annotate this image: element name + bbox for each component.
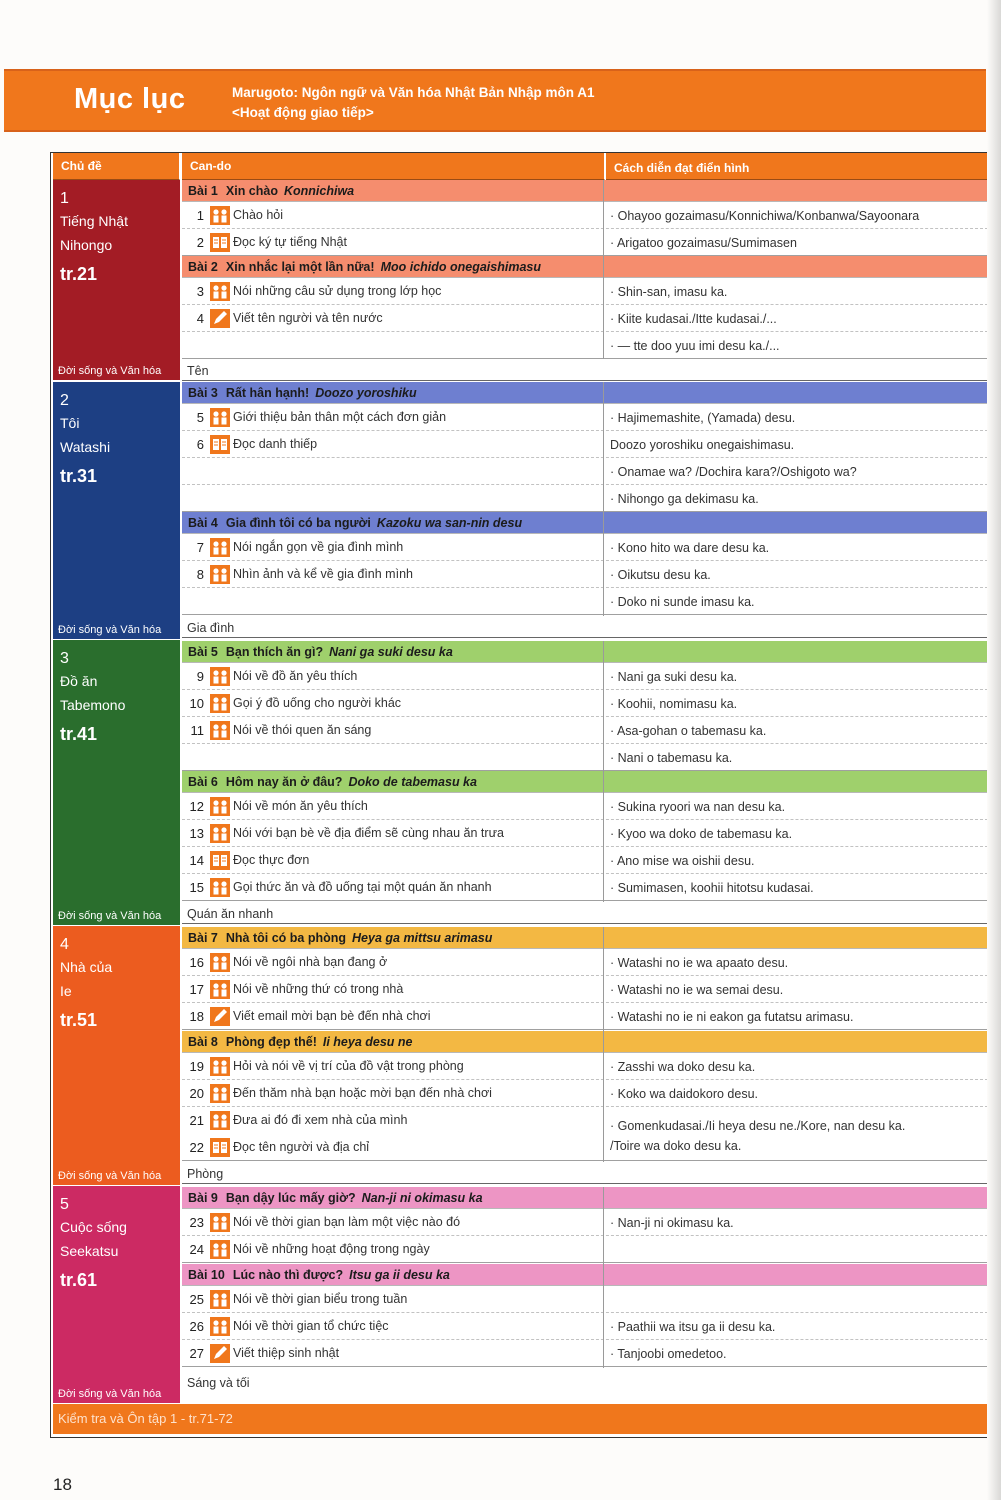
page-title: Mục lục	[74, 83, 186, 115]
cando-text: Viết tên người và tên nước	[233, 311, 383, 325]
book-icon	[210, 233, 230, 252]
conversation-icon	[210, 538, 230, 557]
lesson-title-jp: Ii heya desu ne	[322, 1035, 413, 1049]
culture-topic: Sáng và tối	[187, 1376, 250, 1390]
lesson-number: Bài 9	[188, 1191, 218, 1205]
chapter-title-vi: Tôi	[60, 415, 80, 431]
cando-text: Đến thăm nhà bạn hoặc mời bạn đến nhà chơi	[233, 1086, 492, 1100]
column-divider	[603, 641, 604, 902]
table-row	[182, 820, 988, 847]
conversation-icon	[210, 1213, 230, 1232]
expression-text: · Nani o tabemasu ka.	[610, 751, 733, 765]
cando-text: Nói về thói quen ăn sáng	[233, 723, 372, 737]
lesson-title-jp: Itsu ga ii desu ka	[349, 1268, 450, 1282]
table-row	[182, 1313, 988, 1340]
lesson-1-header[interactable]	[182, 180, 988, 202]
conversation-icon	[210, 797, 230, 816]
cando-number: 4	[196, 311, 204, 326]
book-icon	[210, 435, 230, 454]
table-row	[182, 1236, 988, 1263]
cando-number: 1	[196, 208, 204, 223]
lesson-title-jp: Konnichiwa	[283, 184, 355, 198]
cando-number: 27	[189, 1346, 204, 1361]
conversation-icon	[210, 1290, 230, 1309]
cando-number: 13	[189, 826, 204, 841]
chapter-title-jp: Watashi	[60, 439, 111, 455]
review-link[interactable]: Kiểm tra và Ôn tập 1 - tr.71-72	[58, 1411, 233, 1426]
header-banner	[4, 69, 986, 132]
culture-label: Đời sống và Văn hóa	[58, 910, 162, 922]
conversation-icon	[210, 206, 230, 225]
cando-text: Nói về những hoạt động trong ngày	[233, 1242, 430, 1256]
expression-text: · Shin-san, imasu ka.	[610, 285, 728, 299]
expression-text: · Sumimasen, koohii hitotsu kudasai.	[610, 881, 814, 895]
table-row	[182, 1003, 988, 1030]
chapter-page: tr.41	[60, 724, 98, 744]
conversation-icon	[210, 1057, 230, 1076]
culture-topic: Gia đình	[182, 616, 988, 638]
review-bar[interactable]	[53, 1404, 988, 1434]
table-row	[182, 1209, 988, 1236]
cando-number: 17	[189, 982, 204, 997]
table-row	[182, 229, 988, 256]
lesson-number: Bài 2	[188, 260, 218, 274]
table-row	[182, 744, 988, 771]
column-header-topic: Chủ đề	[53, 153, 180, 180]
cando-text: Nhìn ảnh và kể về gia đình mình	[233, 567, 413, 581]
lesson-number: Bài 7	[188, 931, 218, 945]
column-header-cando: Can-do	[182, 153, 605, 180]
cando-text: Đọc danh thiếp	[233, 437, 318, 451]
expression-text: /Toire wa doko desu ka.	[610, 1139, 742, 1153]
lesson-title-vi: Lúc nào thì được?	[232, 1268, 344, 1282]
conversation-icon	[210, 878, 230, 897]
cando-text: Đọc tên người và địa chỉ	[233, 1140, 370, 1154]
chapter-number: 3	[60, 650, 69, 667]
page-number: 18	[53, 1475, 72, 1494]
table-row	[182, 1107, 988, 1134]
page-edge-shadow	[987, 0, 1001, 1500]
cando-text: Viết thiệp sinh nhật	[233, 1346, 340, 1360]
cando-text: Đưa ai đó đi xem nhà của mình	[233, 1113, 408, 1127]
chapter-title-jp: Seekatsu	[60, 1243, 119, 1259]
pencil-icon	[210, 1344, 230, 1363]
chapter-title-vi: Nhà của	[60, 959, 113, 975]
cando-number: 21	[189, 1113, 204, 1128]
expression-text: · Asa-gohan o tabemasu ka.	[610, 724, 767, 738]
table-row	[182, 1134, 988, 1161]
book-subtitle	[232, 83, 595, 123]
expression-text: · Hajimemashite, (Yamada) desu.	[610, 411, 796, 425]
chapter-title-jp: Ie	[60, 983, 72, 999]
book-icon	[210, 1138, 230, 1157]
lesson-title-jp: Doko de tabemasu ka	[348, 775, 477, 789]
lesson-title-vi: Bạn dậy lúc mấy giờ?	[225, 1191, 356, 1205]
lesson-2-header[interactable]	[182, 256, 988, 278]
cando-number: 23	[189, 1215, 204, 1230]
chapter-page: tr.51	[60, 1010, 98, 1030]
book-icon	[210, 851, 230, 870]
chapter-title-vi: Đồ ăn	[60, 673, 98, 689]
table-row	[182, 717, 988, 744]
table-row	[182, 534, 988, 561]
conversation-icon	[210, 1084, 230, 1103]
cando-number: 19	[189, 1059, 204, 1074]
lesson-4-header[interactable]	[182, 512, 988, 534]
culture-topic: Tên	[182, 359, 988, 381]
cando-text: Gọi thức ăn và đồ uống tại một quán ăn nhanh	[233, 880, 492, 894]
culture-label: Đời sống và Văn hóa	[58, 365, 162, 377]
chapter-3[interactable]	[53, 640, 180, 926]
cando-number: 11	[190, 723, 204, 738]
cando-number: 5	[196, 410, 204, 425]
lesson-title-jp: Nan-ji ni okimasu ka	[361, 1191, 483, 1205]
expression-text: · Gomenkudasai./Ii heya desu ne./Kore, nan desu ka.	[610, 1119, 906, 1133]
lesson-number: Bài 1	[188, 184, 218, 198]
table-of-contents	[50, 152, 989, 1438]
culture-label: Đời sống và Văn hóa	[58, 1170, 162, 1182]
subtitle-line-2: <Hoạt động giao tiếp>	[232, 105, 374, 120]
cando-number: 22	[189, 1140, 204, 1155]
cando-number: 7	[196, 540, 204, 555]
table-row	[182, 458, 988, 485]
lesson-title-vi: Rất hân hạnh!	[225, 386, 310, 400]
conversation-icon	[210, 980, 230, 999]
chapter-number: 5	[60, 1196, 69, 1213]
lesson-title-vi: Phòng đẹp thế!	[225, 1035, 317, 1049]
lesson-number: Bài 8	[188, 1035, 218, 1049]
table-row	[182, 793, 988, 820]
lesson-title-vi: Bạn thích ăn gì?	[225, 645, 324, 659]
expression-text: · Arigatoo gozaimasu/Sumimasen	[610, 236, 797, 250]
expression-text: · Koko wa daidokoro desu.	[610, 1087, 759, 1101]
expression-text: · Onamae wa? /Dochira kara?/Oshigoto wa?	[610, 465, 857, 479]
lesson-title-vi: Xin chào	[225, 184, 278, 198]
lesson-7-header[interactable]	[182, 927, 988, 949]
expression-text: · Kyoo wa doko de tabemasu ka.	[610, 827, 793, 841]
lesson-title-vi: Xin nhắc lại một lần nữa!	[225, 260, 375, 274]
lesson-title-jp: Nani ga suki desu ka	[329, 645, 453, 659]
table-row	[182, 202, 988, 229]
pencil-icon	[210, 309, 230, 328]
cando-number: 12	[189, 799, 204, 814]
cando-number: 14	[189, 853, 204, 868]
lesson-title-vi: Gia đình tôi có ba người	[225, 516, 371, 530]
culture-label: Đời sống và Văn hóa	[58, 1388, 162, 1400]
conversation-icon	[210, 1240, 230, 1259]
expression-text: · Kono hito wa dare desu ka.	[610, 541, 770, 555]
cando-number: 20	[189, 1086, 204, 1101]
expression-text: · Nan-ji ni okimasu ka.	[610, 1216, 734, 1230]
expression-text: · Zasshi wa doko desu ka.	[610, 1060, 756, 1074]
expression-text: · Kiite kudasai./Itte kudasai./...	[610, 312, 777, 326]
expression-text: · Paathii wa itsu ga ii desu ka.	[610, 1320, 776, 1334]
conversation-icon	[210, 565, 230, 584]
lesson-title-vi: Nhà tôi có ba phòng	[225, 931, 347, 945]
culture-label: Đời sống và Văn hóa	[58, 624, 162, 636]
cando-number: 9	[196, 669, 204, 684]
cando-number: 16	[189, 955, 204, 970]
table-row	[182, 1340, 988, 1367]
cando-number: 25	[189, 1292, 204, 1307]
lesson-9-header[interactable]	[182, 1187, 988, 1209]
cando-number: 2	[196, 235, 204, 250]
chapter-4[interactable]	[53, 926, 180, 1186]
lesson-title-vi: Hôm nay ăn ở đâu?	[225, 775, 343, 789]
conversation-icon	[210, 282, 230, 301]
chapter-number: 2	[60, 392, 69, 409]
lesson-title-jp: Moo ichido onegaishimasu	[380, 260, 541, 274]
table-row	[182, 663, 988, 690]
lesson-10-header[interactable]	[182, 1264, 988, 1286]
cando-number: 18	[189, 1009, 204, 1024]
lesson-number: Bài 5	[188, 645, 218, 659]
table-row	[182, 1080, 988, 1107]
cando-text: Đọc thực đơn	[233, 853, 310, 867]
chapter-page: tr.31	[60, 466, 98, 486]
cando-text: Nói về những thứ có trong nhà	[233, 982, 404, 996]
expression-text: · Nihongo ga dekimasu ka.	[610, 492, 759, 506]
lesson-number: Bài 3	[188, 386, 218, 400]
expression-text: · Watashi no ie wa semai desu.	[610, 983, 784, 997]
cando-text: Nói về thời gian bạn làm một việc nào đó	[233, 1215, 461, 1229]
conversation-icon	[210, 694, 230, 713]
table-row	[182, 485, 988, 512]
conversation-icon	[210, 824, 230, 843]
cando-text: Viết email mời bạn bè đến nhà chơi	[233, 1009, 431, 1023]
table-row	[182, 278, 988, 305]
table-row	[182, 690, 988, 717]
cando-text: Giới thiệu bản thân một cách đơn giản	[233, 410, 447, 424]
cando-number: 24	[189, 1242, 204, 1257]
chapter-number: 1	[60, 190, 69, 207]
cando-number: 3	[196, 284, 204, 299]
cando-text: Nói về thời gian tổ chức tiệc	[233, 1319, 389, 1333]
pencil-icon	[210, 1007, 230, 1026]
table-row	[182, 588, 988, 615]
lesson-8-header[interactable]	[182, 1031, 988, 1053]
table-row	[182, 847, 988, 874]
conversation-icon	[210, 1111, 230, 1130]
chapter-title-jp: Nihongo	[60, 237, 113, 253]
chapter-title-jp: Tabemono	[60, 697, 126, 713]
expression-text: · Sukina ryoori wa nan desu ka.	[610, 800, 786, 814]
chapter-page: tr.61	[60, 1270, 98, 1290]
table-row	[182, 431, 988, 458]
chapter-title-vi: Cuộc sống	[60, 1219, 127, 1235]
lesson-number: Bài 6	[188, 775, 218, 789]
table-row	[182, 305, 988, 332]
cando-text: Nói về món ăn yêu thích	[233, 799, 368, 813]
column-divider	[603, 1187, 604, 1368]
cando-text: Nói về thời gian biểu trong tuần	[233, 1292, 408, 1306]
cando-text: Hỏi và nói về vị trí của đồ vật trong phòng	[233, 1059, 464, 1073]
table-row	[182, 332, 988, 359]
column-divider	[603, 382, 604, 616]
column-header-expressions: Cách diễn đạt điển hình	[606, 153, 988, 180]
table-row	[182, 949, 988, 976]
lesson-5-header[interactable]	[182, 641, 988, 663]
table-row	[182, 561, 988, 588]
lesson-6-header[interactable]	[182, 771, 988, 793]
table-row	[182, 404, 988, 431]
chapter-number: 4	[60, 936, 69, 953]
chapter-title-vi: Tiếng Nhật	[60, 213, 128, 229]
chapter-5[interactable]	[53, 1186, 180, 1404]
culture-topic: Phòng	[182, 1162, 988, 1184]
expression-text: · Oikutsu desu ka.	[610, 568, 711, 582]
conversation-icon	[210, 408, 230, 427]
cando-number: 15	[189, 880, 204, 895]
conversation-icon	[210, 721, 230, 740]
expression-text: · Ano mise wa oishii desu.	[610, 854, 755, 868]
table-row	[182, 976, 988, 1003]
expression-text: · Ohayoo gozaimasu/Konnichiwa/Konbanwa/Sayoonara	[610, 209, 920, 223]
cando-number: 26	[189, 1319, 204, 1334]
lesson-title-jp: Doozo yoroshiku	[315, 386, 417, 400]
lesson-title-jp: Kazoku wa san-nin desu	[376, 516, 523, 530]
lesson-title-jp: Heya ga mittsu arimasu	[352, 931, 493, 945]
expression-text: · Nani ga suki desu ka.	[610, 670, 738, 684]
cando-text: Chào hỏi	[233, 208, 284, 222]
cando-text: Đọc ký tự tiếng Nhật	[233, 235, 347, 249]
cando-text: Nói ngắn gọn về gia đình mình	[233, 540, 404, 554]
table-row	[182, 1053, 988, 1080]
expression-text: · — tte doo yuu imi desu ka./...	[610, 339, 780, 353]
cando-text: Nói về đồ ăn yêu thích	[233, 669, 358, 683]
conversation-icon	[210, 667, 230, 686]
cando-number: 10	[189, 696, 204, 711]
chapter-2[interactable]	[53, 382, 180, 640]
chapter-page: tr.21	[60, 264, 98, 284]
cando-number: 6	[196, 437, 204, 452]
chapter-1[interactable]	[53, 180, 180, 381]
lesson-number: Bài 4	[188, 516, 218, 530]
lesson-3-header[interactable]	[182, 382, 988, 404]
cando-text: Nói những câu sử dụng trong lớp học	[233, 284, 442, 298]
subtitle-line-1: Marugoto: Ngôn ngữ và Văn hóa Nhật Bản Nhập môn A1	[232, 85, 595, 100]
culture-topic: Quán ăn nhanh	[182, 902, 988, 924]
expression-text: · Watashi no ie ni eakon ga futatsu arimasu.	[610, 1010, 854, 1024]
column-divider	[603, 927, 604, 1162]
table-row	[182, 874, 988, 901]
lesson-number: Bài 10	[188, 1268, 225, 1282]
expression-text: · Tanjoobi omedetoo.	[610, 1347, 727, 1361]
cando-text: Nói về ngôi nhà bạn đang ở	[233, 955, 388, 969]
expression-text: · Watashi no ie wa apaato desu.	[610, 956, 789, 970]
conversation-icon	[210, 953, 230, 972]
conversation-icon	[210, 1317, 230, 1336]
expression-text: · Doko ni sunde imasu ka.	[610, 595, 755, 609]
expression-text: · Koohii, nomimasu ka.	[610, 697, 738, 711]
column-divider	[603, 180, 604, 359]
cando-text: Gọi ý đồ uống cho người khác	[233, 696, 402, 710]
table-row	[182, 1286, 988, 1313]
cando-text: Nói với bạn bè về địa điểm sẽ cùng nhau ăn trưa	[233, 826, 504, 840]
cando-number: 8	[196, 567, 204, 582]
expression-text: Doozo yoroshiku onegaishimasu.	[610, 438, 795, 452]
